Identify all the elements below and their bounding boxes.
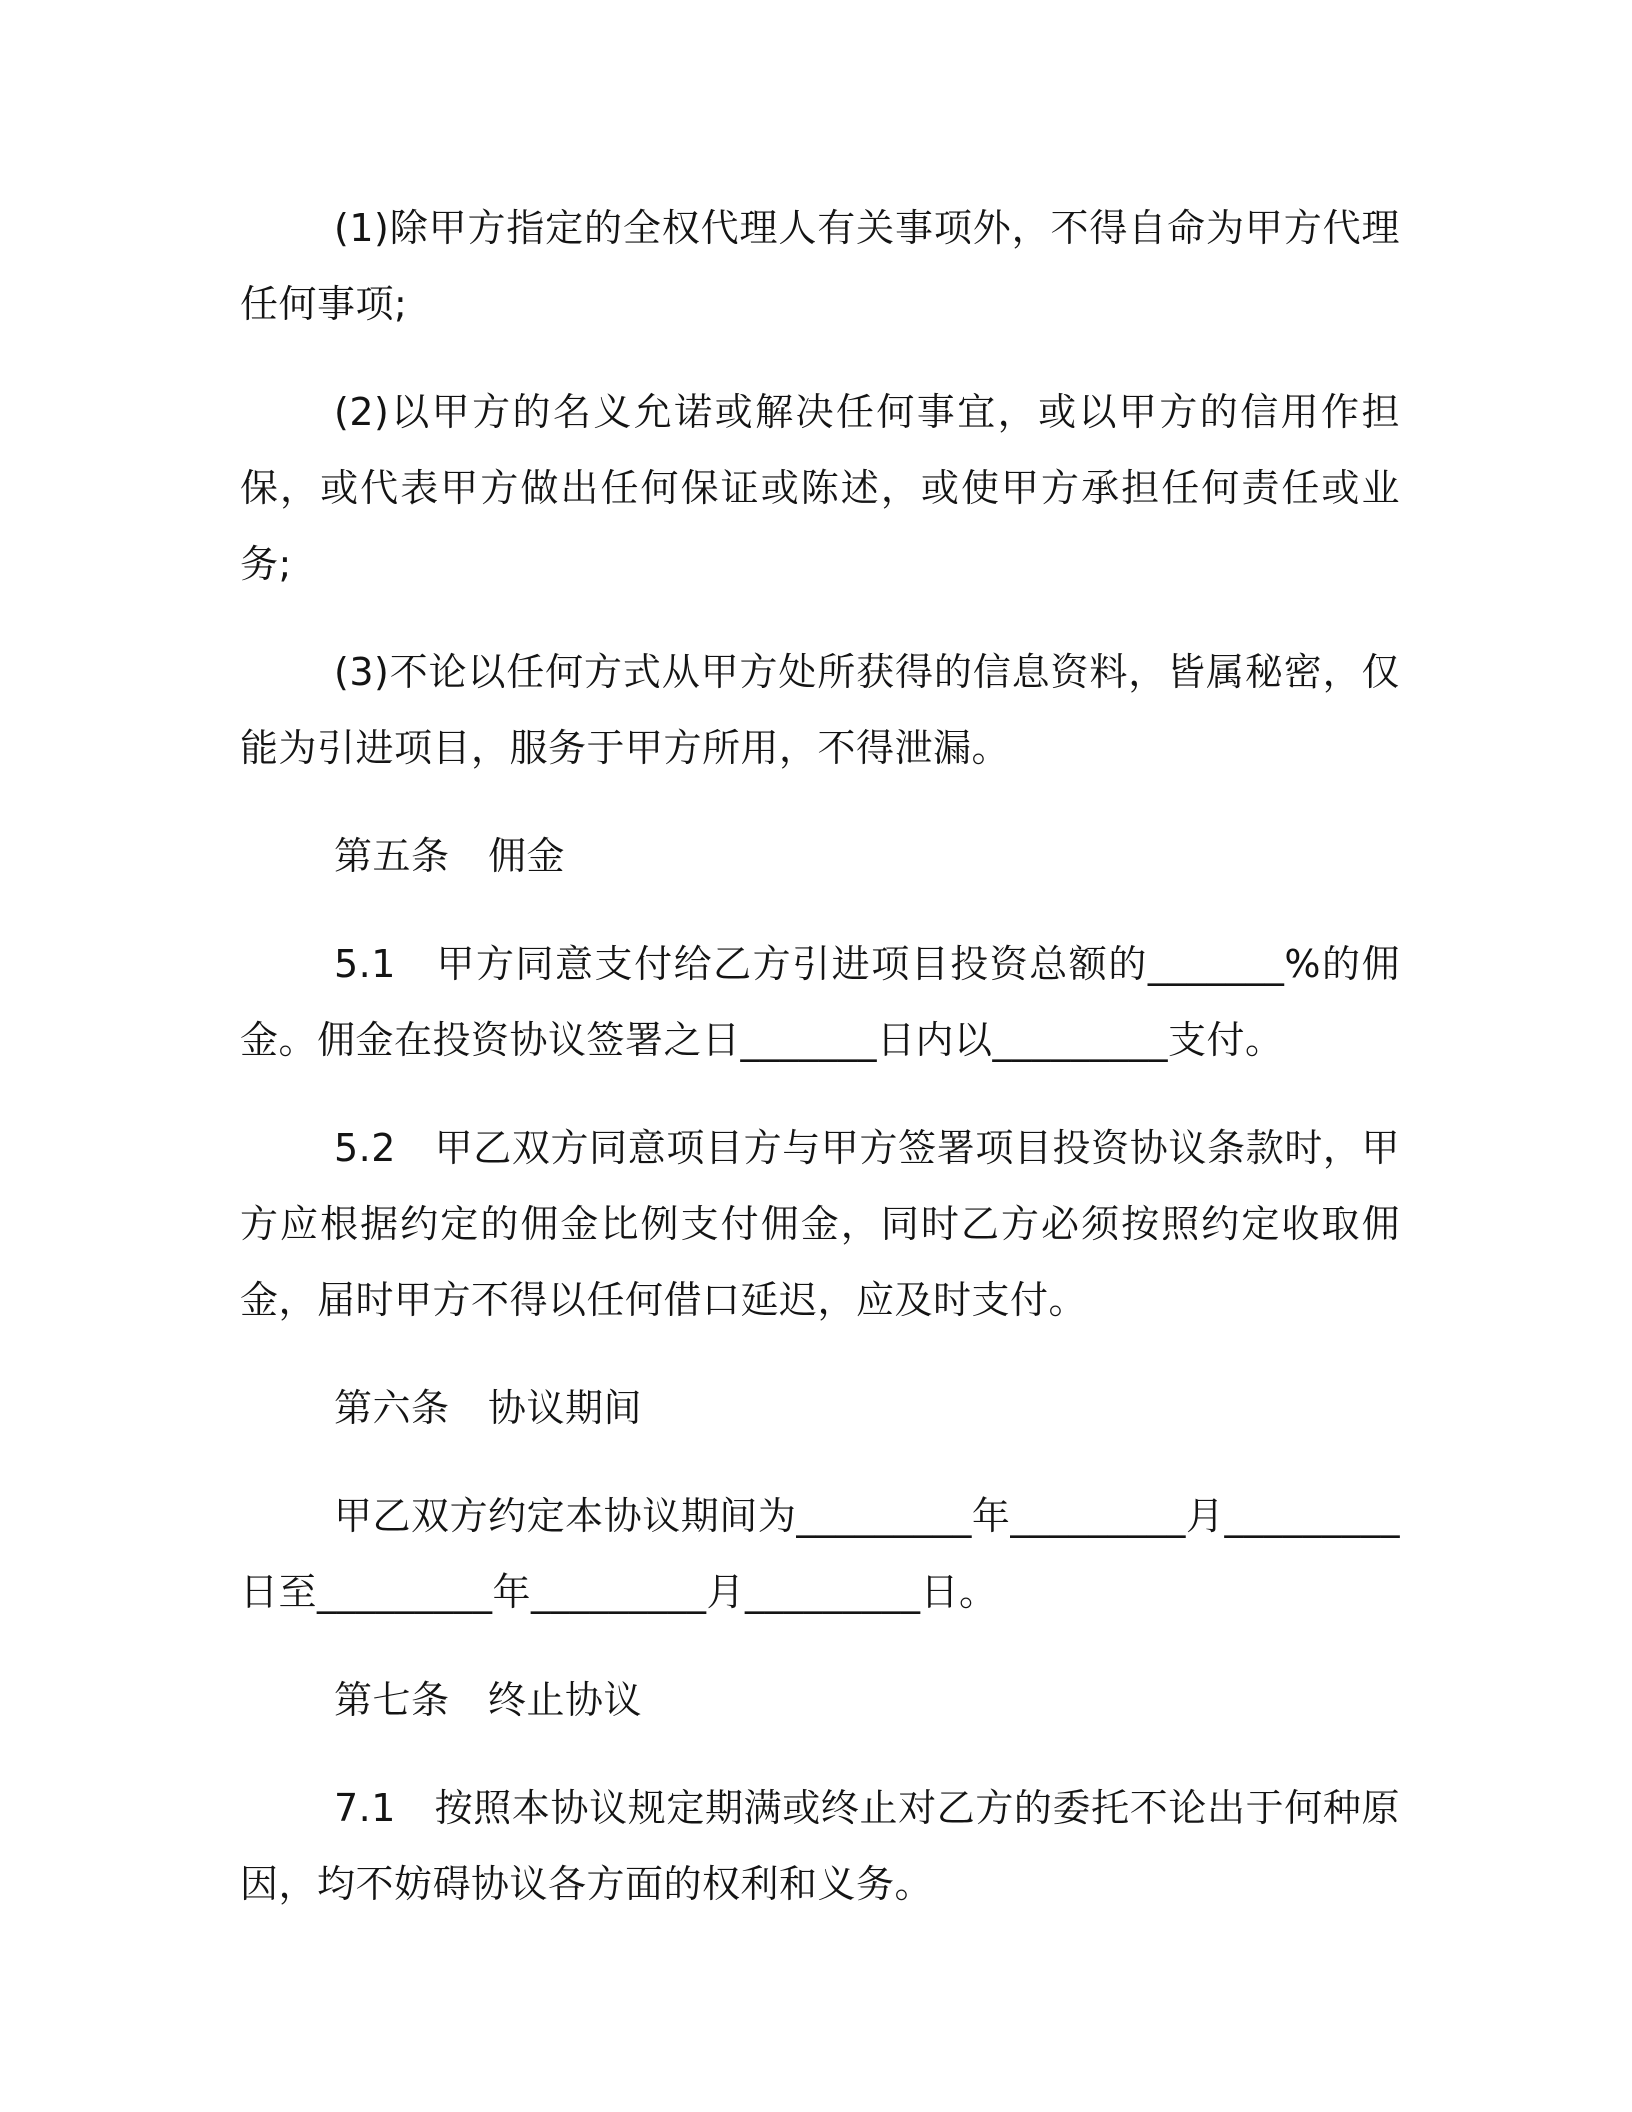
clause-item-2: (2)以甲方的名义允诺或解决任何事宜，或以甲方的信用作担保，或代表甲方做出任何保证或陈述，或使甲方承担任何责任或业务; [240, 390, 1400, 586]
clause-item-1: (1)除甲方指定的全权代理人有关事项外，不得自命为甲方代理任何事项; [240, 206, 1400, 326]
agreement-period-text: 甲乙双方约定本协议期间为_________年_________月_________日至_________年_________月_________日。 [240, 1494, 1400, 1614]
article-6-heading: 第六条 协议期间 [334, 1386, 643, 1430]
article-5-heading: 第五条 佣金 [334, 834, 566, 878]
clause-5-1: 5.1 甲方同意支付给乙方引进项目投资总额的_______%的佣金。佣金在投资协议签署之日_______日内以_________支付。 [240, 942, 1400, 1062]
article-7-heading: 第七条 终止协议 [334, 1678, 643, 1722]
clause-item-3: (3)不论以任何方式从甲方处所获得的信息资料，皆属秘密，仅能为引进项目，服务于甲方所用，不得泄漏。 [240, 650, 1400, 770]
clause-7-1: 7.1 按照本协议规定期满或终止对乙方的委托不论出于何种原因，均不妨碍协议各方面的权利和义务。 [240, 1786, 1400, 1906]
clause-5-2: 5.2 甲乙双方同意项目方与甲方签署项目投资协议条款时，甲方应根据约定的佣金比例支付佣金，同时乙方必须按照约定收取佣金，届时甲方不得以任何借口延迟，应及时支付。 [240, 1126, 1400, 1322]
document-page [240, 190, 1400, 1954]
